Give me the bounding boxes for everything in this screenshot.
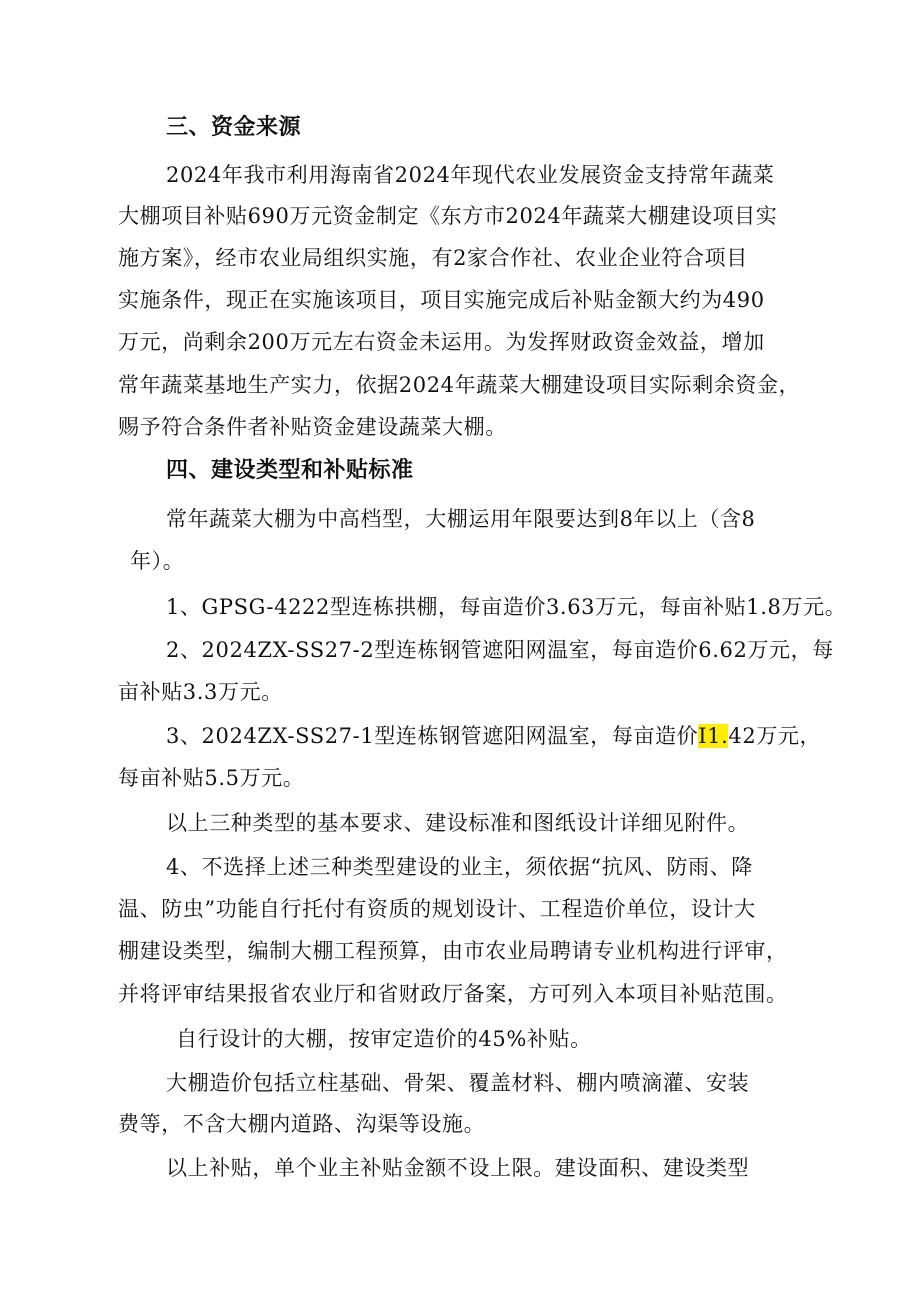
funding-line-1: 2024年我市利用海南省2024年现代农业发展资金支持常年蔬菜	[166, 163, 775, 187]
types-intro-line-1: 常年蔬菜大棚为中高档型，大棚运用年限要达到8年以上（含8	[166, 507, 756, 531]
type-item-1: 1、GPSG-4222型连栋拱棚，每亩造价3.63万元，每亩补贴1.8万元。	[166, 595, 847, 619]
type-item-4-line-4: 并将评审结果报省农业厅和省财政厅备案，方可列入本项目补贴范围。	[118, 982, 788, 1006]
self-design-subsidy: 自行设计的大棚，按审定造价的45%补贴。	[176, 1027, 592, 1051]
highlighted-text: I1.	[698, 724, 729, 748]
type-item-3-text: 3、2024ZX-SS27-1型连栋钢管遮阳网温室，每亩造价	[166, 724, 699, 748]
heading-construction-types: 四、建设类型和补贴标准	[166, 458, 414, 483]
type-item-4-line-3: 棚建设类型，编制大棚工程预算，由市农业局聘请专业机构进行评审，	[118, 939, 788, 963]
cost-scope-line-2: 费等，不含大棚内道路、沟渠等设施。	[118, 1112, 486, 1136]
type-item-3-text-end: 42万元，	[728, 724, 822, 748]
types-intro-line-2: 年）。	[130, 549, 185, 573]
type-item-3-line-1	[166, 721, 821, 751]
funding-line-6: 常年蔬菜基地生产实力，依据2024年蔬菜大棚建设项目实际剩余资金，	[118, 373, 801, 397]
funding-line-4: 实施条件，现正在实施该项目，项目实施完成后补贴金额大约为490	[118, 288, 765, 312]
funding-line-3: 施方案》，经市农业局组织实施，有2家合作社、农业企业符合项目	[118, 246, 748, 270]
funding-line-7: 赐予符合条件者补贴资金建设蔬菜大棚。	[118, 415, 507, 439]
heading-funding-source: 三、资金来源	[166, 115, 302, 140]
type-item-2-line-2: 亩补贴3.3万元。	[118, 680, 283, 704]
funding-line-2: 大棚项目补贴690万元资金制定《东方市2024年蔬菜大棚建设项目实	[118, 204, 778, 228]
type-item-4-line-1: 4、不选择上述三种类型建设的业主，须依据“抗风、防雨、降	[166, 855, 753, 879]
type-item-3-line-2: 每亩补贴5.5万元。	[118, 766, 305, 790]
type-item-2-line-1: 2、2024ZX-SS27-2型连栋钢管遮阳网温室，每亩造价6.62万元，每	[166, 638, 834, 662]
funding-line-5: 万元，尚剩余200万元左右资金未运用。为发挥财政资金效益，增加	[118, 330, 765, 354]
subsidy-limit: 以上补贴，单个业主补贴金额不设上限。建设面积、建设类型	[166, 1156, 750, 1180]
cost-scope-line-1: 大棚造价包括立柱基础、骨架、覆盖材料、棚内喷滴灌、安装	[166, 1071, 750, 1095]
types-summary: 以上三种类型的基本要求、建设标准和图纸设计详细见附件。	[166, 811, 750, 835]
type-item-4-line-2: 温、防虫”功能自行托付有资质的规划设计、工程造价单位，设计大	[118, 897, 756, 921]
